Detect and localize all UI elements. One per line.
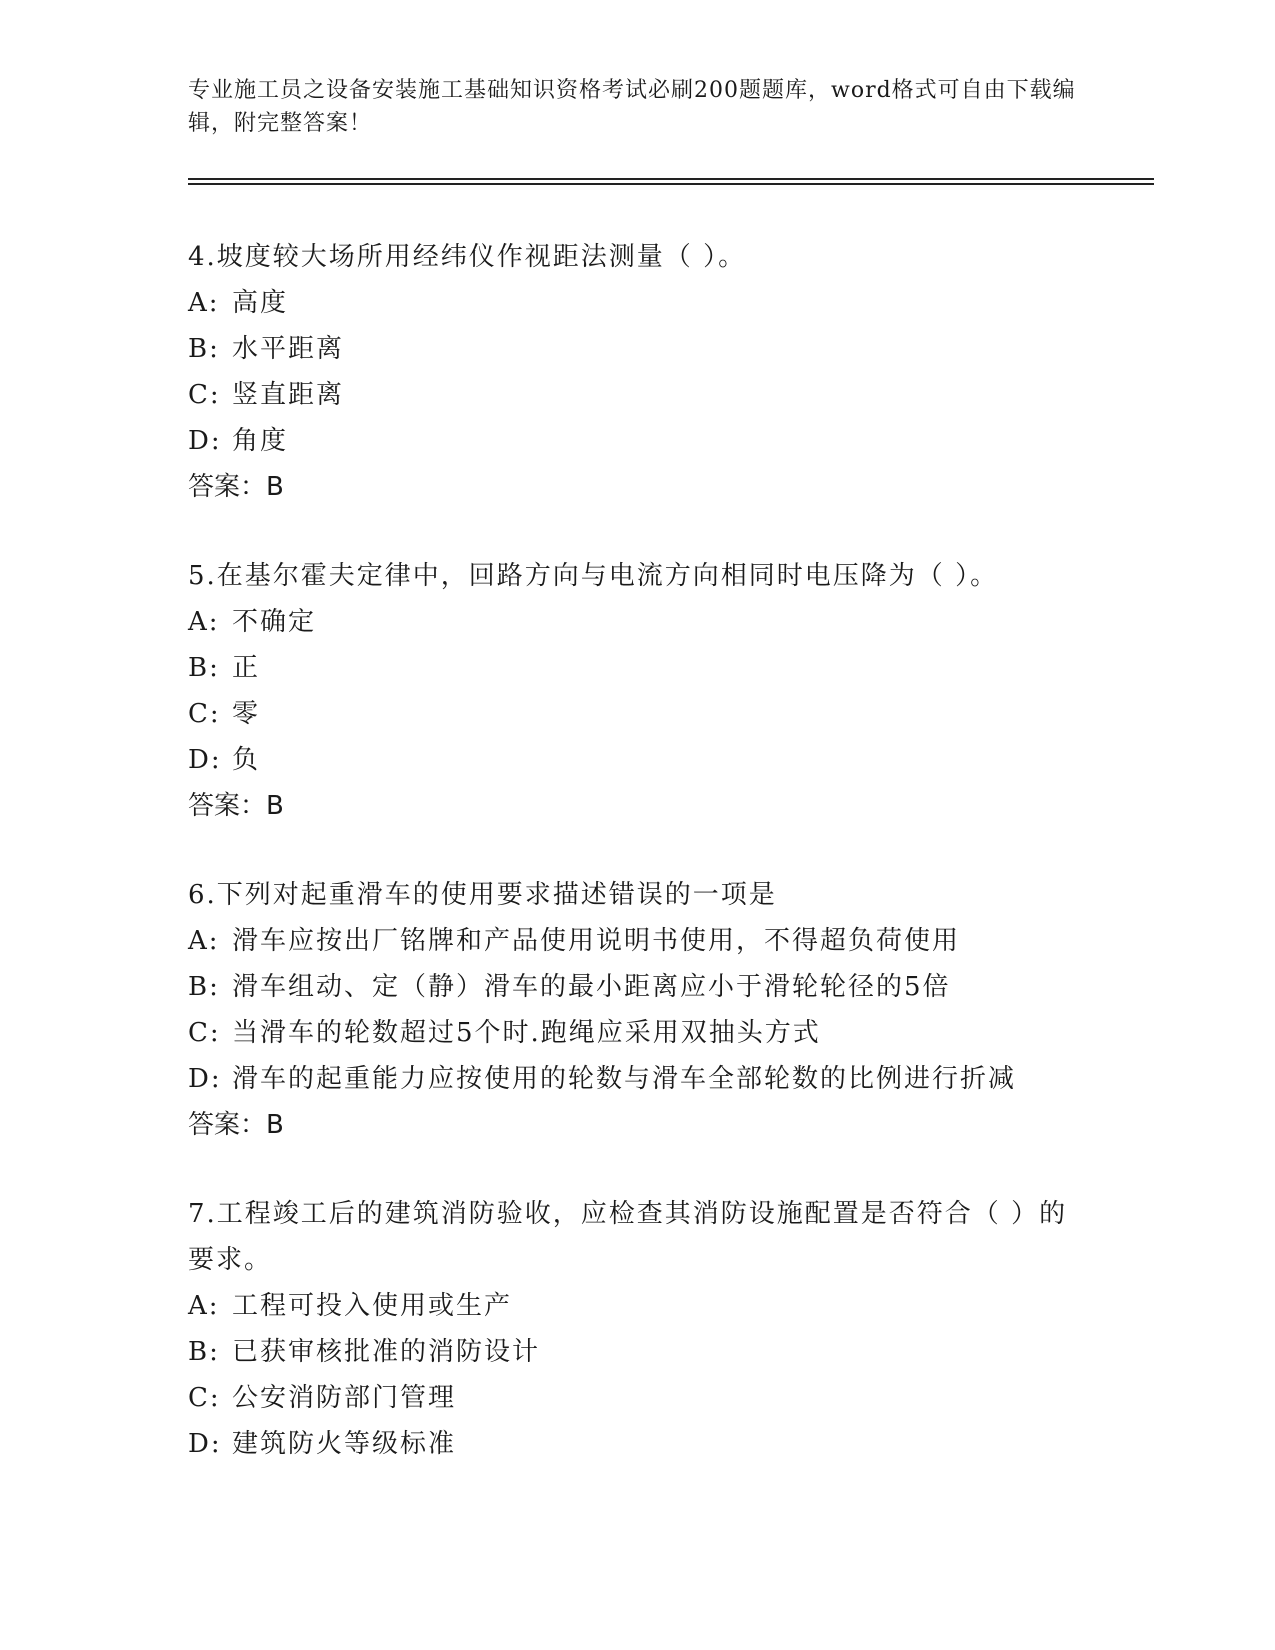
option-c [188,1375,1088,1421]
option-key: A: [188,288,220,318]
option-key: C: [188,1018,221,1048]
answer-line: 答案：B [188,791,284,821]
option-key: D: [188,426,222,456]
option-text: 公安消防部门管理 [232,1383,457,1413]
option-key: A: [188,926,220,956]
option-key: B: [188,334,220,364]
option-key: B: [188,653,220,683]
option-key: D: [188,745,222,775]
header-divider-bottom [188,183,1154,185]
option-text: 滑车组动、定（静）滑车的最小距离应小于滑轮轮径的5倍 [232,972,951,1002]
document-header-title: 专业施工员之设备安装施工基础知识资格考试必刷200题题库，word格式可自由下载编辑，附完整答案！ [188,78,1076,136]
option-a [188,599,1088,645]
option-text: 零 [232,699,261,729]
option-text: 角度 [232,426,289,456]
option-text: 不确定 [232,607,317,637]
option-d [188,1056,1088,1102]
answer-line: 答案：B [188,1110,284,1140]
option-d [188,418,1088,464]
option-d [188,737,1088,783]
option-text: 滑车应按出厂铭牌和产品使用说明书使用，不得超负荷使用 [232,926,961,956]
header-divider-top [188,178,1154,180]
question-block [188,1191,1088,1467]
question-block [188,553,1088,829]
option-a [188,280,1088,326]
question-block [188,872,1088,1148]
option-key: C: [188,380,221,410]
question-stem: 7.工程竣工后的建筑消防验收，应检查其消防设施配置是否符合（ ）的要求。 [188,1199,1068,1275]
option-key: D: [188,1064,222,1094]
option-text: 竖直距离 [232,380,345,410]
option-key: C: [188,699,221,729]
option-b [188,326,1088,372]
option-b [188,964,1088,1010]
option-text: 水平距离 [232,334,345,364]
option-key: A: [188,1291,220,1321]
option-text: 负 [232,745,261,775]
option-c [188,372,1088,418]
option-text: 建筑防火等级标准 [232,1429,457,1459]
question-block [188,234,1088,510]
option-text: 滑车的起重能力应按使用的轮数与滑车全部轮数的比例进行折减 [232,1064,1017,1094]
option-a [188,918,1088,964]
option-key: B: [188,972,220,1002]
option-b [188,645,1088,691]
question-stem: 4.坡度较大场所用经纬仪作视距法测量（ ）。 [188,242,747,272]
option-text: 高度 [232,288,289,318]
question-stem: 6.下列对起重滑车的使用要求描述错误的一项是 [188,880,777,910]
option-d [188,1421,1088,1467]
question-stem: 5.在基尔霍夫定律中，回路方向与电流方向相同时电压降为（ ）。 [188,561,999,591]
option-a [188,1283,1088,1329]
option-key: A: [188,607,220,637]
answer-line: 答案：B [188,472,284,502]
option-c [188,691,1088,737]
option-text: 正 [232,653,261,683]
option-text: 已获审核批准的消防设计 [232,1337,541,1367]
option-text: 工程可投入使用或生产 [232,1291,513,1321]
option-key: B: [188,1337,220,1367]
option-c [188,1010,1088,1056]
option-key: C: [188,1383,221,1413]
option-key: D: [188,1429,222,1459]
option-text: 当滑车的轮数超过5个时.跑绳应采用双抽头方式 [232,1018,821,1048]
option-b [188,1329,1088,1375]
